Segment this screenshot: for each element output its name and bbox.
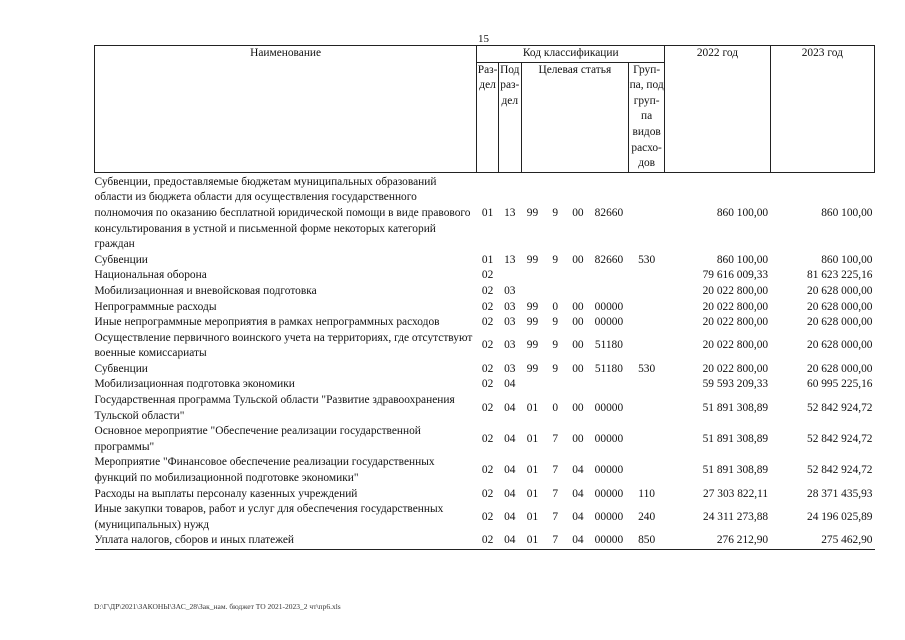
row-podrazdel: 04 [504,378,516,391]
header-target-article: Целевая статья [521,62,628,172]
row-amount-2023: 52 842 924,72 [807,401,873,414]
row-target-subprogram: 7 [552,433,559,446]
row-target-program: 01 [526,433,539,446]
row-target-program: 01 [526,511,539,524]
row-expense-group [629,331,665,362]
row-target-subprogram: 9 [552,362,559,375]
row-razdel: 02 [481,300,494,313]
table-row [95,253,875,269]
row-amount-2023: 275 462,90 [770,533,874,549]
row-amount-2023: 52 842 924,72 [807,433,873,446]
row-target-program [521,284,544,300]
row-expense-group [629,424,665,455]
row-podrazdel: 04 [504,511,516,524]
row-expense-group: 850 [629,533,665,549]
row-target-subprogram: 0 [552,401,559,414]
row-name: Основное мероприятие "Обеспечение реализации государственной программы" [94,425,421,453]
row-name: Непрограммные расходы [94,300,217,313]
row-razdel: 02 [481,269,494,282]
row-target-event: 00 [572,300,584,313]
row-amount-2022: 51 891 308,89 [702,433,769,446]
table-row [95,455,875,486]
row-name: Национальная оборона [94,269,207,282]
row-target-event: 00 [572,316,584,329]
row-target-direction: 00000 [594,511,624,524]
row-target-program: 01 [526,487,539,500]
row-target-event: 04 [572,511,584,524]
row-razdel: 02 [477,533,499,549]
row-target-event: 04 [567,533,590,549]
row-target-subprogram [544,377,567,393]
row-amount-2022: 860 100,00 [716,253,769,266]
row-target-direction: 00000 [594,401,624,414]
row-target-event: 00 [572,206,584,219]
row-name: Мобилизационная подготовка экономики [94,378,295,391]
row-target-program: 99 [526,253,539,266]
row-amount-2022: 51 891 308,89 [702,401,769,414]
row-amount-2022: 59 593 209,33 [702,378,769,391]
row-podrazdel: 03 [504,362,516,375]
header-year-2023: 2023 год [770,46,874,173]
table-row [95,284,875,300]
row-target-subprogram: 9 [552,316,559,329]
row-razdel: 02 [481,401,494,414]
row-target-event: 00 [572,339,584,352]
row-target-direction: 82660 [594,253,624,266]
table-row [95,533,875,549]
row-target-direction: 00000 [589,533,628,549]
row-expense-group [629,284,665,300]
row-podrazdel: 04 [504,464,516,477]
row-name: Уплата налогов, сборов и иных платежей [95,533,477,549]
row-target-program: 99 [526,206,539,219]
row-razdel: 02 [481,362,494,375]
table-row [95,172,875,252]
row-razdel: 02 [481,511,494,524]
row-name: Иные закупки товаров, работ и услуг для обеспечения государственных (муниципальных) нужд [94,503,444,531]
row-amount-2022: 20 022 800,00 [702,339,769,352]
row-expense-group [629,315,665,331]
row-name: Осуществление первичного воинского учета на территориях, где отсутствуют военные комиссариаты [94,331,473,360]
row-amount-2023: 20 628 000,00 [807,316,873,329]
row-amount-2023: 28 371 435,93 [807,487,873,500]
table-row [95,487,875,503]
row-razdel: 01 [481,253,494,266]
table-row [95,377,875,393]
row-amount-2022: 79 616 009,33 [702,269,769,282]
row-target-program: 99 [526,316,539,329]
table-row [95,331,875,362]
row-razdel: 02 [481,316,494,329]
row-target-subprogram: 7 [552,464,559,477]
row-amount-2022: 20 022 800,00 [702,362,769,375]
row-razdel: 01 [481,206,494,219]
row-expense-group [629,393,665,424]
row-target-program: 01 [526,464,539,477]
row-expense-group: 110 [638,487,655,500]
table-row [95,424,875,455]
row-amount-2022: 20 022 800,00 [702,284,769,297]
row-target-direction: 00000 [594,487,624,500]
row-podrazdel: 04 [504,487,516,500]
row-amount-2023: 20 628 000,00 [807,339,873,352]
row-target-program [521,377,544,393]
header-podrazdel: Под раз- дел [498,62,521,172]
row-razdel: 02 [481,487,494,500]
row-amount-2022: 20 022 800,00 [702,316,769,329]
table-row [95,300,875,316]
row-amount-2022: 27 303 822,11 [703,487,769,500]
row-expense-group [629,172,665,252]
header-year-2022: 2022 год [665,46,770,173]
row-podrazdel: 13 [504,206,516,219]
row-razdel: 02 [481,339,494,352]
row-amount-2022: 276 212,90 [665,533,770,549]
row-target-subprogram [544,284,567,300]
table-row [95,268,875,284]
row-target-event [567,284,590,300]
row-amount-2022: 24 311 273,88 [703,511,769,524]
row-amount-2023: 81 623 225,16 [807,269,873,282]
row-target-direction: 51180 [594,339,623,352]
row-target-event: 00 [572,401,584,414]
row-expense-group [629,268,665,284]
row-target-program [521,268,544,284]
row-amount-2022: 20 022 800,00 [702,300,769,313]
row-target-subprogram: 7 [552,511,559,524]
row-target-direction: 00000 [594,316,624,329]
row-target-direction: 00000 [594,433,624,446]
row-target-direction: 00000 [594,464,624,477]
row-expense-group: 530 [638,253,656,266]
row-target-program: 99 [526,339,539,352]
row-target-subprogram: 9 [552,339,559,352]
row-razdel: 02 [481,378,494,391]
row-name: Мобилизационная и вневойсковая подготовка [94,284,317,297]
row-name: Субвенции, предоставляемые бюджетам муниципальных образований области из бюджета области для осуществления государственного полномочия по оказанию бесплатной юридической помощи в виде правового консультирования в устной и письменной форме некоторых категорий граждан [94,175,471,251]
table-row [95,362,875,378]
budget-table [94,45,875,550]
row-target-direction: 51180 [594,362,623,375]
header-name: Наименование [95,46,477,173]
row-expense-group: 240 [638,511,656,524]
row-target-program: 99 [526,300,539,313]
row-target-program: 99 [526,362,539,375]
row-amount-2023: 860 100,00 [821,253,873,266]
row-target-direction [589,377,628,393]
header-expense-group: Груп- па, под груп- па видов расхо- дов [629,62,665,172]
row-amount-2023: 52 842 924,72 [807,464,873,477]
row-expense-group [629,455,665,486]
header-razdel: Раз- дел [477,62,499,172]
row-podrazdel: 03 [504,339,516,352]
row-target-direction: 00000 [594,300,624,313]
row-podrazdel [498,268,521,284]
file-path-footer: D:\Г\ДР\2021\ЗАКОНЫ\ЗАС_28\Зак_нам. бюджет ТО 2021-2023_2 чт\пр6.xls [94,602,341,611]
row-target-event: 00 [572,362,584,375]
row-amount-2023: 20 628 000,00 [807,362,873,375]
row-target-subprogram: 7 [544,533,567,549]
table-row [95,393,875,424]
row-target-subprogram: 0 [552,300,559,313]
table-row [95,315,875,331]
row-name: Иные непрограммные мероприятия в рамках непрограммных расходов [94,316,440,329]
row-target-event: 00 [572,433,584,446]
row-target-direction: 82660 [594,206,624,219]
row-expense-group [629,377,665,393]
header-classification: Код классификации [477,46,665,63]
row-name: Субвенции [94,253,148,266]
row-amount-2023: 24 196 025,89 [807,511,873,524]
row-amount-2023: 860 100,00 [821,206,873,219]
row-podrazdel: 04 [498,533,521,549]
row-amount-2022: 860 100,00 [716,206,769,219]
row-target-subprogram: 9 [552,253,559,266]
row-target-event: 00 [572,253,584,266]
row-podrazdel: 13 [504,253,516,266]
row-expense-group [629,300,665,316]
row-target-event [567,268,590,284]
row-podrazdel: 04 [504,401,516,414]
row-expense-group: 530 [638,362,656,375]
row-target-subprogram [544,268,567,284]
row-podrazdel: 03 [504,316,516,329]
row-target-direction [589,268,628,284]
row-amount-2023: 60 995 225,16 [807,378,873,391]
row-target-program: 01 [526,401,539,414]
row-amount-2023: 20 628 000,00 [807,300,873,313]
row-target-program: 01 [521,533,544,549]
row-amount-2022: 51 891 308,89 [702,464,769,477]
row-amount-2023: 20 628 000,00 [807,284,873,297]
row-target-subprogram: 7 [552,487,559,500]
row-name: Государственная программа Тульской области "Развитие здравоохранения Тульской области" [94,394,455,422]
row-target-subprogram: 9 [552,206,559,219]
row-name: Мероприятие "Финансовое обеспечение реализации государственных функций по мобилизационной подготовке экономики" [94,456,435,485]
row-name: Субвенции [94,362,148,375]
row-target-direction [589,284,628,300]
row-podrazdel: 03 [504,300,516,313]
row-razdel: 02 [481,433,494,446]
table-row [95,502,875,533]
row-podrazdel: 03 [504,284,516,297]
row-target-event [567,377,590,393]
page-number: 15 [478,33,489,45]
row-name: Расходы на выплаты персоналу казенных учреждений [94,487,358,500]
row-podrazdel: 04 [504,433,516,446]
row-target-event: 04 [572,487,584,500]
row-razdel: 02 [481,464,494,477]
row-target-event: 04 [572,464,584,477]
row-razdel: 02 [481,284,494,297]
